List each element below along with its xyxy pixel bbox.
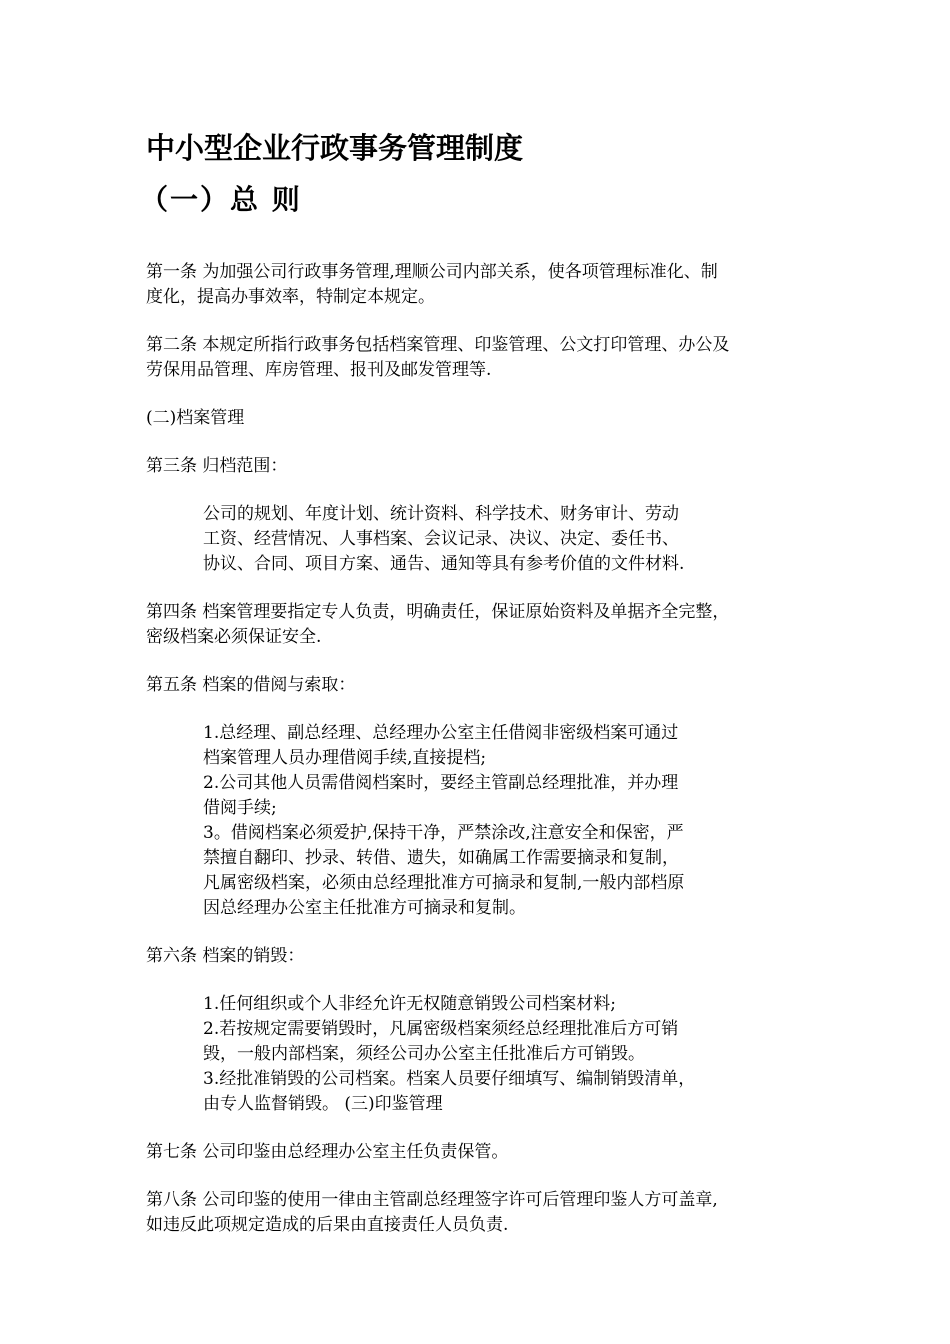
article-5-line: 2.公司其他人员需借阅档案时，要经主管副总经理批准，并办理 (203, 773, 679, 793)
article-8-line: 如违反此项规定造成的后果由直接责任人员负责. (146, 1215, 509, 1235)
article-5-line: 档案管理人员办理借阅手续,直接提档; (203, 748, 487, 768)
article-1-line: 度化，提高办事效率，特制定本规定。 (146, 287, 435, 307)
article-5-line: 因总经理办公室主任批准方可摘录和复制。 (203, 898, 526, 918)
article-3-line: 公司的规划、年度计划、统计资料、科学技术、财务审计、劳动 (203, 504, 679, 524)
article-1 (146, 260, 826, 310)
article-6-line: 1.任何组织或个人非经允许无权随意销毁公司档案材料; (203, 994, 616, 1014)
article-6-line: 3.经批准销毁的公司档案。档案人员要仔细填写、编制销毁清单， (203, 1069, 696, 1089)
article-4-line: 密级档案必须保证安全. (146, 627, 322, 647)
document-page (140, 128, 826, 1238)
article-5-line: 凡属密级档案，必须由总经理批准方可摘录和复制,一般内部档原 (203, 873, 685, 893)
section-heading-archives: (二)档案管理 (146, 408, 245, 428)
article-7-line: 第七条 公司印鉴由总经理办公室主任负责保管。 (146, 1142, 509, 1162)
article-2 (146, 333, 826, 383)
article-8-line: 第八条 公司印鉴的使用一律由主管副总经理签字许可后管理印鉴人方可盖章, (146, 1190, 718, 1210)
article-3-line: 协议、合同、项目方案、通告、通知等具有参考价值的文件材料. (203, 554, 685, 574)
article-5-title: 第五条 档案的借阅与索取： (146, 675, 356, 695)
article-7 (146, 1140, 826, 1165)
article-1-line: 第一条 为加强公司行政事务管理,理顺公司内部关系，使各项管理标准化、制 (146, 262, 718, 282)
article-3-line: 工资、经营情况、人事档案、会议记录、决议、决定、委任书、 (203, 529, 679, 549)
article-5-body (203, 721, 763, 921)
article-3-body (203, 502, 763, 577)
article-3-title: 第三条 归档范围： (146, 456, 288, 476)
article-6-body (203, 992, 763, 1117)
document-title: 中小型企业行政事务管理制度 (146, 131, 524, 165)
article-4 (146, 600, 826, 650)
article-6-line: 由专人监督销毁。 (三)印鉴管理 (203, 1094, 443, 1114)
article-6-line: 毁，一般内部档案，须经公司办公室主任批准后方可销毁。 (203, 1044, 645, 1064)
section-heading-general: （一）总 则 (140, 183, 302, 216)
article-2-line: 劳保用品管理、库房管理、报刊及邮发管理等. (146, 360, 492, 380)
article-5-line: 借阅手续; (203, 798, 277, 818)
article-5-line: 1.总经理、副总经理、总经理办公室主任借阅非密级档案可通过 (203, 723, 679, 743)
article-5-line: 禁擅自翻印、抄录、转借、遗失，如确属工作需要摘录和复制， (203, 848, 679, 868)
article-5-line: 3。借阅档案必须爱护,保持干净，严禁涂改,注意安全和保密，严 (203, 823, 684, 843)
article-8 (146, 1188, 826, 1238)
article-6-title: 第六条 档案的销毁： (146, 946, 305, 966)
article-6-line: 2.若按规定需要销毁时，凡属密级档案须经总经理批准后方可销 (203, 1019, 679, 1039)
article-4-line: 第四条 档案管理要指定专人负责，明确责任，保证原始资料及单据齐全完整， (146, 602, 730, 622)
article-2-line: 第二条 本规定所指行政事务包括档案管理、印鉴管理、公文打印管理、办公及 (146, 335, 730, 355)
